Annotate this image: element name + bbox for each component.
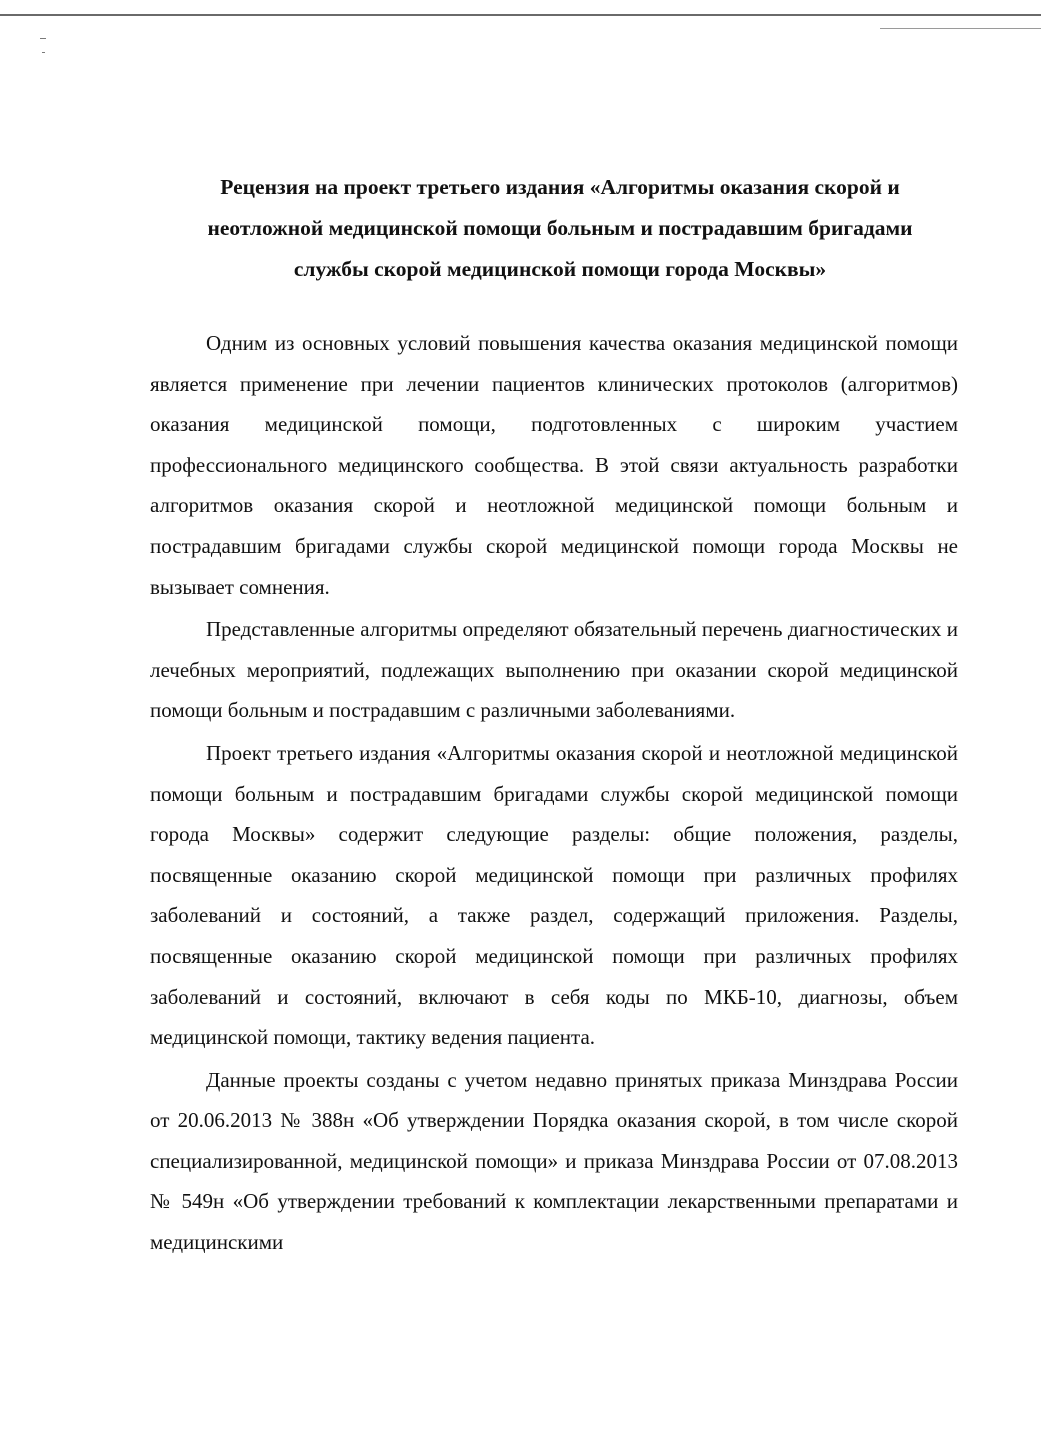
paragraph: Представленные алгоритмы определяют обязательный перечень диагностических и лечебных мероприятий, подлежащих выполнению при оказании скорой медицинской помощи больным и пострадавшим с различными заболеваниями. — [150, 617, 958, 723]
scan-speck — [42, 52, 45, 53]
title-line: службы скорой медицинской помощи города Москвы» — [293, 257, 827, 281]
paragraph: Данные проекты созданы с учетом недавно принятых приказа Минздрава России от 20.06.2013 № 388н «Об утверждении Порядка оказания скорой, в том числе скорой специализированной, медицинской помощи» и приказа Минздрава России от 07.08.2013 № 549н «Об утверждении требований к комплектации лекарственными препаратами и медицинскими — [150, 1067, 958, 1255]
scan-edge-line-right — [880, 28, 1041, 29]
paragraph: Проект третьего издания «Алгоритмы оказания скорой и неотложной медицинской помощи больным и пострадавшим бригадами службы скорой медицинской помощи города Москвы» содержит следующие разделы: общие положения, разделы, посвященные оказанию скорой медицинской помощи при различных профилях заболеваний и состояний, а также раздел, содержащий приложения. Разделы, посвященные оказанию скорой медицинской помощи при различных профилях заболеваний и состояний, включают в себя коды по МКБ-10, диагнозы, объем медицинской помощи, тактику ведения пациента. — [150, 740, 958, 1050]
scan-edge-line — [0, 14, 1041, 16]
paragraph: Одним из основных условий повышения качества оказания медицинской помощи является применение при лечении пациентов клинических протоколов (алгоритмов) оказания медицинской помощи, подготовленных с широким участием профессионального медицинского сообщества. В этой связи актуальность разработки алгоритмов оказания скорой и неотложной медицинской помощи больным и пострадавшим бригадами службы скорой медицинской помощи города Москвы не вызывает сомнения. — [150, 331, 958, 599]
scan-speck — [40, 38, 46, 39]
title-line: неотложной медицинской помощи больным и пострадавшим бригадами — [207, 216, 913, 240]
document-title — [150, 167, 970, 290]
title-line: Рецензия на проект третьего издания «Алгоритмы оказания скорой и — [220, 175, 900, 199]
document-body — [150, 323, 958, 1263]
